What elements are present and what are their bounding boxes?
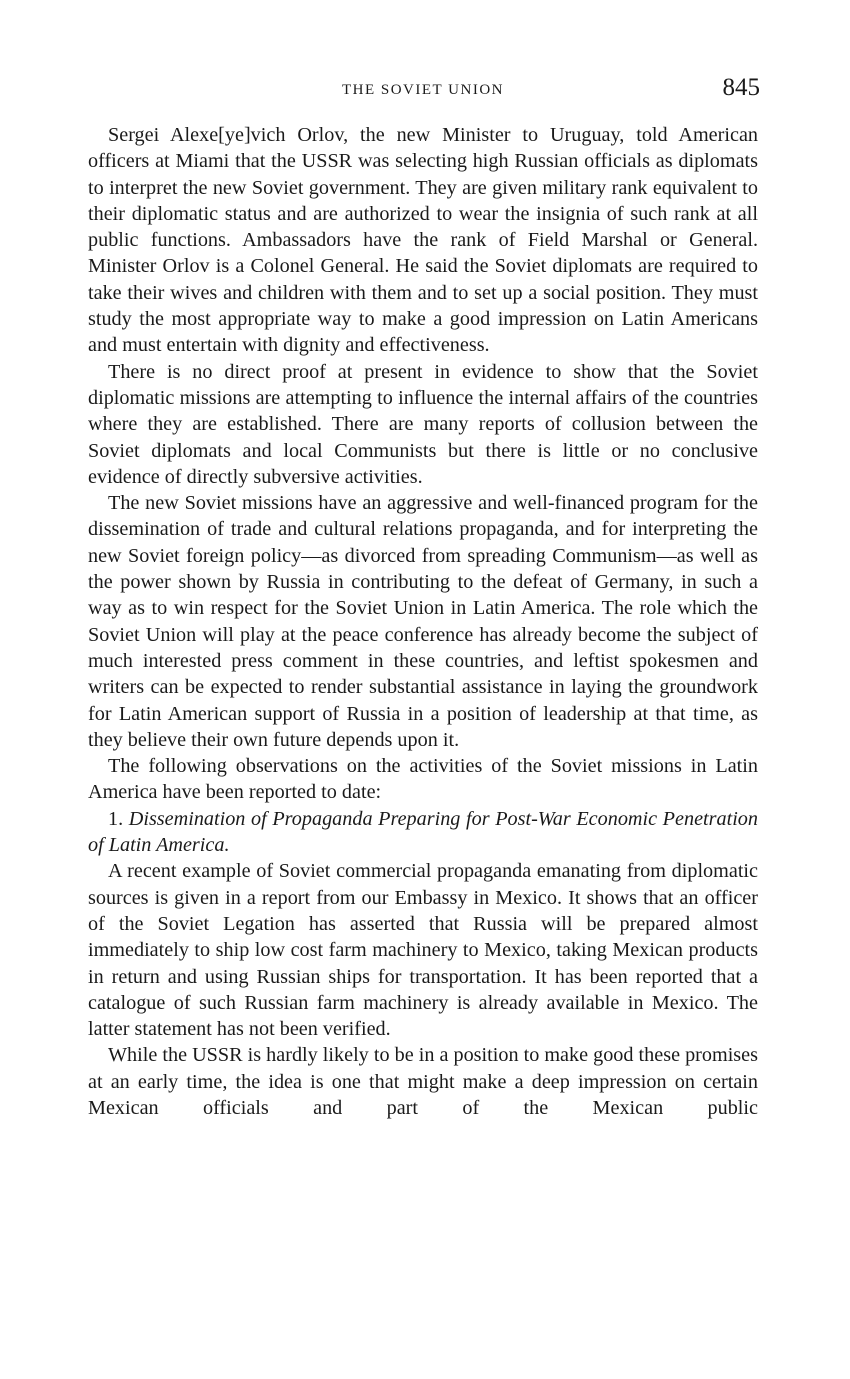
- paragraph-commercial-propaganda: A recent example of Soviet commercial propaganda emanating from diplomatic sources is given in a report from our Embassy in Mexico. It shows that an officer of the Soviet Legation has asserted that Russia will be prepared almost immediately to ship low cost farm machinery to Mexico, taking Mexican products in return and using Russian ships for transportation. It has been reported that a catalogue of such Russian farm machinery is already available in Mexico. The latter statement has not been verified.: [88, 860, 758, 1041]
- numbered-heading: [88, 806, 758, 859]
- running-head: [88, 74, 758, 108]
- document-page: [88, 74, 758, 1121]
- paragraph-soviet-missions-program: The new Soviet missions have an aggressive and well-financed program for the dissemination of trade and cultural relations propaganda, and for interpreting the new Soviet foreign policy—as divorced from spreading Communism—as well as the power shown by Russia in contributing to the defeat of Germany, in such a way as to win respect for the Soviet Union in Latin America. The role which the Soviet Union will play at the peace conference has already become the subject of much interested press comment in these countries, and leftist spokesmen and writers can be expected to render substantial assistance in laying the groundwork for Latin American support of Russia in a position of leadership at that time, as they believe their own future depends upon it.: [88, 492, 758, 751]
- paragraph-orlov: Sergei Alexe[ye]vich Orlov, the new Minister to Uruguay, told American officers at Miami that the USSR was selecting high Russian officials as diplomats to interpret the new Soviet government. They are given military rank equivalent to their diplomatic status and are authorized to wear the insignia of such rank at all public functions. Ambassadors have the rank of Field Marshal or General. Minister Orlov is a Colonel General. He said the Soviet diplomats are required to take their wives and children with them and to set up a social position. They must study the most appropriate way to make a good impression on Latin Americans and must entertain with dignity and effectiveness.: [88, 124, 758, 357]
- heading-number: 1.: [108, 807, 124, 830]
- page-number: 845: [722, 74, 760, 101]
- paragraph-no-direct-proof: There is no direct proof at present in evidence to show that the Soviet diplomatic missions are attempting to influence the internal affairs of the countries where they are established. There are many reports of collusion between the Soviet diplomats and local Communists but there is little or no conclusive evidence of directly subversive activities.: [88, 360, 758, 488]
- paragraph-ussr-promises: While the USSR is hardly likely to be in a position to make good these promises at an early time, the idea is one that might make a deep impression on certain Mexican officials and part of the Mexican public: [88, 1044, 758, 1119]
- heading-title: Dissemination of Propaganda Preparing for Post-War Economic Penetration of Latin America.: [88, 807, 758, 857]
- paragraph-observations-intro: The following observations on the activities of the Soviet missions in Latin America have been reported to date:: [88, 755, 758, 804]
- running-title: THE SOVIET UNION: [341, 82, 505, 98]
- body-text: [88, 122, 758, 1121]
